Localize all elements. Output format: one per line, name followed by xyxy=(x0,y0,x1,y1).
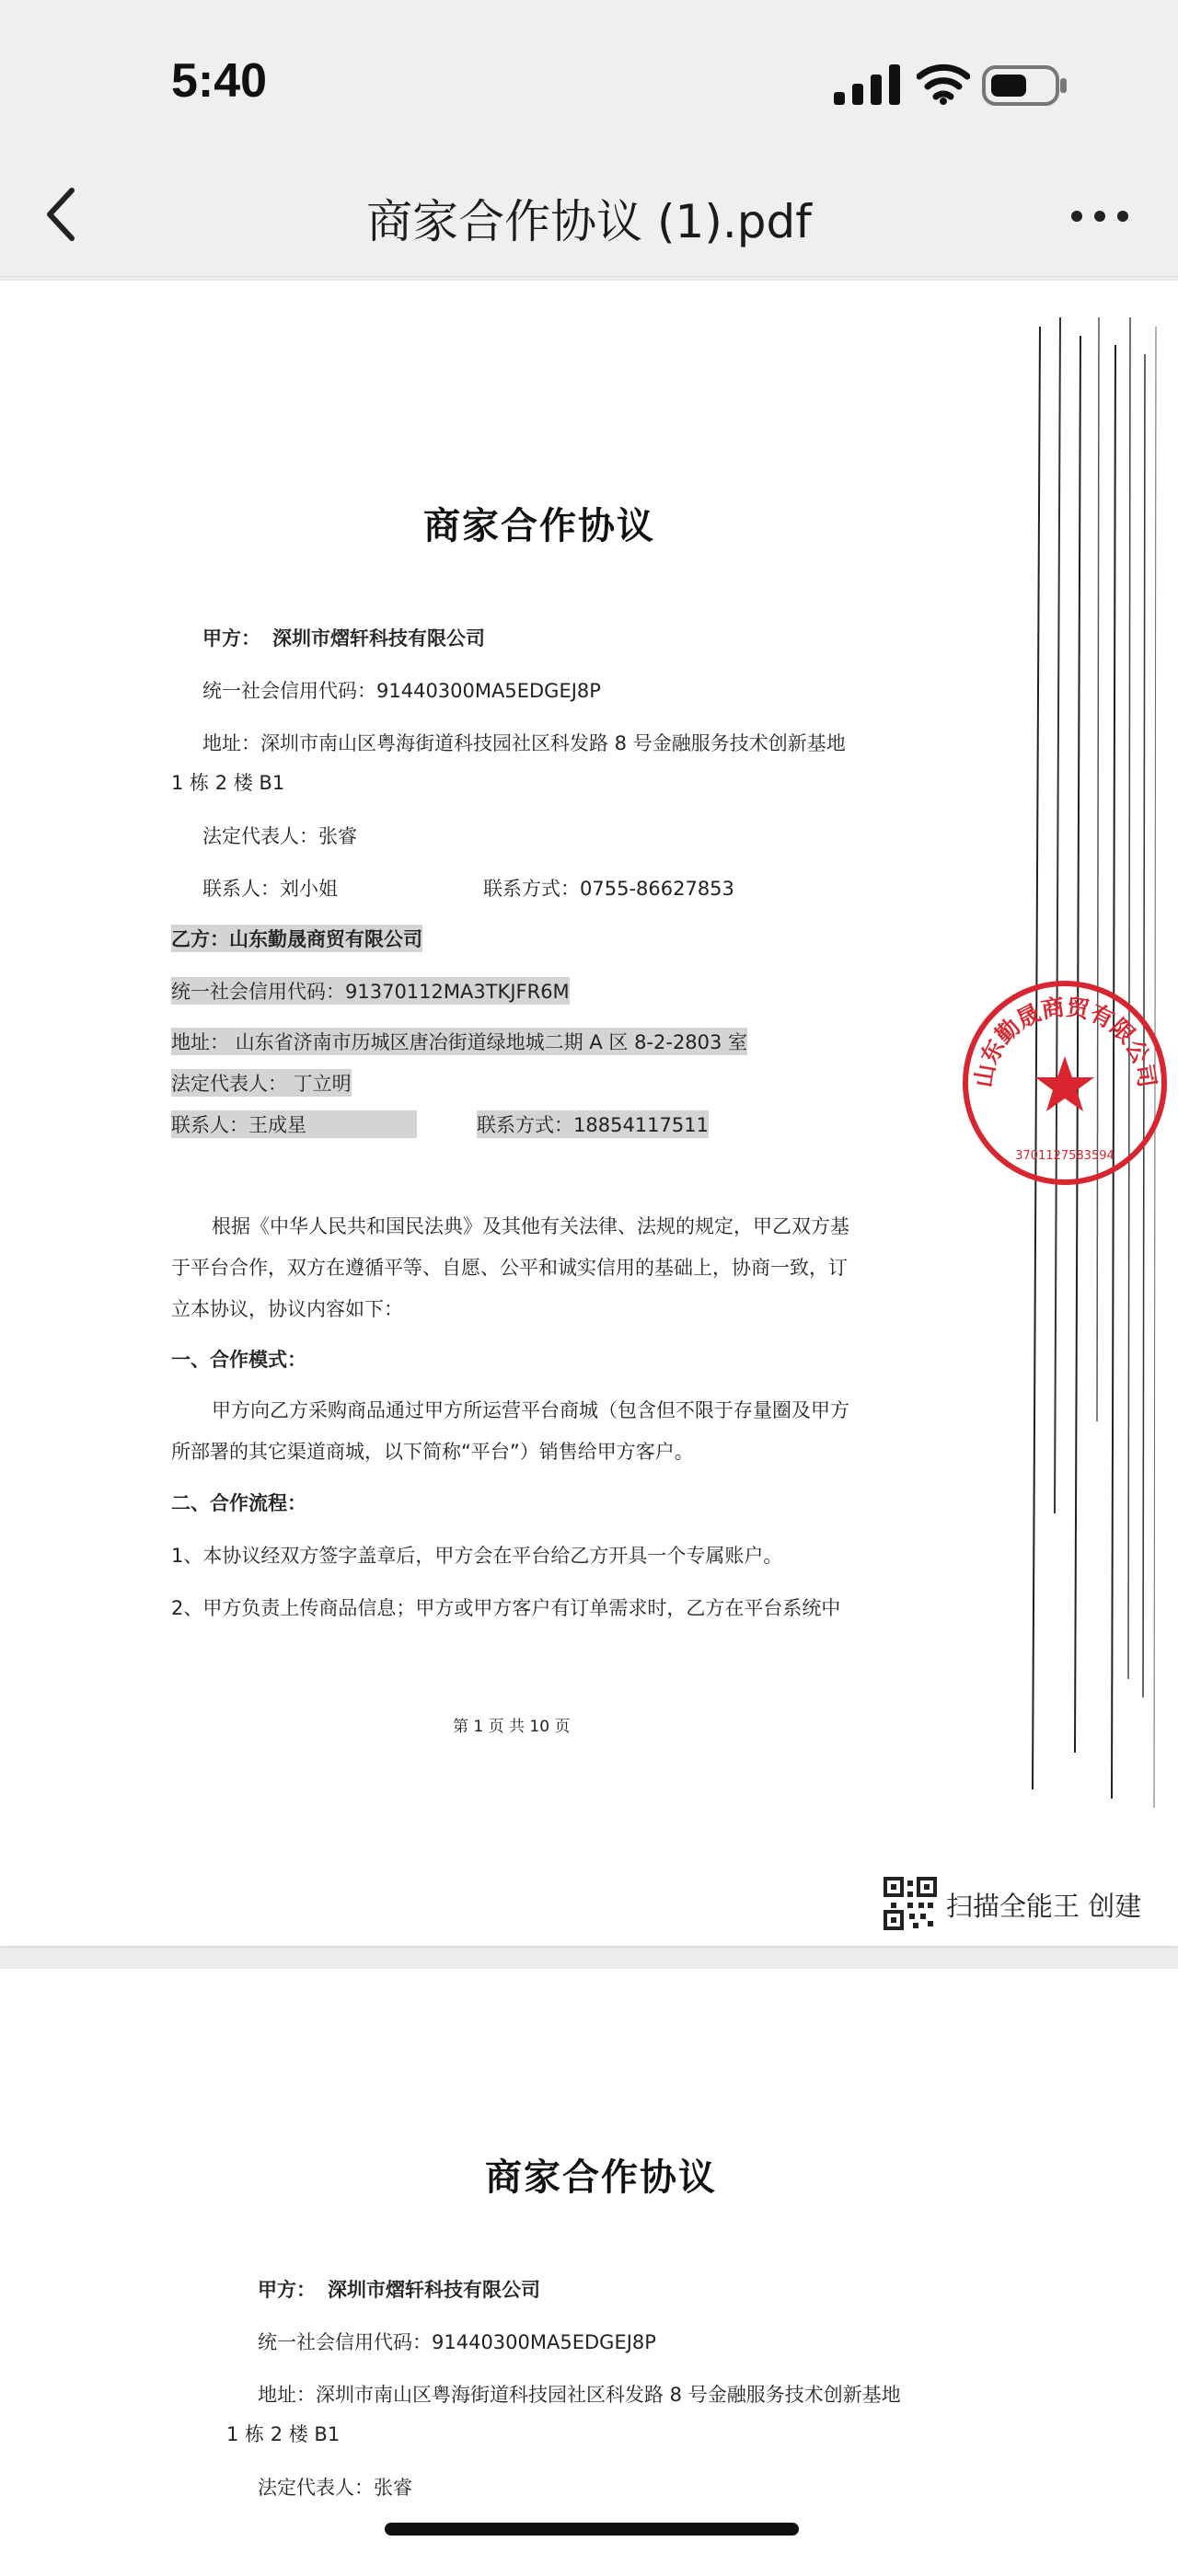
scanner-label: 扫描全能王 创建 xyxy=(946,1891,1142,1922)
party-a-address-line1-page-2: 地址：深圳市南山区粤海街道科技园社区科发路 8 号金融服务技术创新基地 xyxy=(258,2384,901,2406)
body-paragraph-line3: 立本协议，协议内容如下： xyxy=(171,1298,403,1320)
party-a-label: 甲方： xyxy=(202,627,260,650)
party-b-address: 地址： 山东省济南市历城区唐冶街道绿地城二期 A 区 8-2-2803 室 xyxy=(171,1028,747,1055)
contract-title: 商家合作协议 xyxy=(423,505,655,547)
status-bar xyxy=(0,0,1178,161)
party-b-legal-rep: 法定代表人： 丁立明 xyxy=(171,1069,352,1097)
party-b-name: 乙方：山东勤晟商贸有限公司 xyxy=(171,925,422,952)
party-a-address-line2: 1 栋 2 楼 B1 xyxy=(171,772,285,794)
more-options-icon[interactable] xyxy=(1068,207,1132,225)
cellular-signal-icon xyxy=(834,64,904,105)
pdf-page-2 xyxy=(0,1969,1178,2576)
wifi-icon xyxy=(917,61,970,105)
party-a-legal-rep-page-2: 法定代表人：张睿 xyxy=(258,2477,412,2499)
navigation-bar xyxy=(0,161,1178,277)
battery-icon xyxy=(981,64,1069,107)
section-1-line1: 甲方向乙方采购商品通过甲方所运营平台商城（包含但不限于存量圈及甲方 xyxy=(212,1399,849,1421)
status-time: 5:40 xyxy=(171,54,268,108)
party-a-name-page-2: 深圳市熠轩科技有限公司 xyxy=(328,2279,540,2301)
pdf-page-1 xyxy=(0,281,1178,1946)
svg-text:山东勤晟商贸有限公司: 山东勤晟商贸有限公司 xyxy=(969,993,1161,1089)
party-a-label-page-2: 甲方： xyxy=(258,2279,316,2301)
party-b-credit-code: 统一社会信用代码：91370112MA3TKJFR6M xyxy=(171,977,570,1005)
svg-text:3701127583594: 3701127583594 xyxy=(1015,1149,1114,1163)
body-paragraph-line1: 根据《中华人民共和国民法典》及其他有关法律、法规的规定，甲乙双方基 xyxy=(212,1215,849,1237)
document-title: 商家合作协议 (1).pdf xyxy=(366,195,812,248)
section-2-heading: 二、合作流程： xyxy=(171,1492,306,1514)
party-a-credit-code: 统一社会信用代码：91440300MA5EDGEJ8P xyxy=(202,680,601,702)
party-a-legal-rep: 法定代表人：张睿 xyxy=(202,825,357,847)
party-a-name: 深圳市熠轩科技有限公司 xyxy=(272,627,485,650)
section-2-item2: 2、甲方负责上传商品信息；甲方或甲方客户有订单需求时，乙方在平台系统中 xyxy=(171,1597,841,1619)
body-paragraph-line2: 于平台合作，双方在遵循平等、自愿、公平和诚实信用的基础上，协商一致，订 xyxy=(171,1257,848,1279)
party-b-contact: 联系人：王成星 xyxy=(171,1110,417,1138)
qr-code-icon xyxy=(884,1877,937,1930)
party-a-contact: 联系人：刘小姐 xyxy=(202,878,338,900)
page-number: 第 1 页 共 10 页 xyxy=(453,1718,571,1736)
section-1-heading: 一、合作模式： xyxy=(171,1349,306,1371)
company-seal-stamp xyxy=(957,975,1173,1191)
home-indicator[interactable] xyxy=(385,2523,799,2536)
back-chevron-icon[interactable] xyxy=(40,185,81,244)
party-b-phone: 联系方式：18854117511 xyxy=(477,1110,709,1138)
section-2-item1: 1、本协议经双方签字盖章后，甲方会在平台给乙方开具一个专属账户。 xyxy=(171,1545,783,1567)
contract-title-page-2: 商家合作协议 xyxy=(485,2156,717,2199)
party-a-address-line1: 地址：深圳市南山区粤海街道科技园社区科发路 8 号金融服务技术创新基地 xyxy=(202,732,846,754)
party-a-credit-code-page-2: 统一社会信用代码：91440300MA5EDGEJ8P xyxy=(258,2331,656,2353)
party-a-phone: 联系方式：0755-86627853 xyxy=(483,878,734,900)
party-a-address-line2-page-2: 1 栋 2 楼 B1 xyxy=(226,2423,341,2445)
section-1-line2: 所部署的其它渠道商城，以下简称“平台”）销售给甲方客户。 xyxy=(171,1441,694,1463)
